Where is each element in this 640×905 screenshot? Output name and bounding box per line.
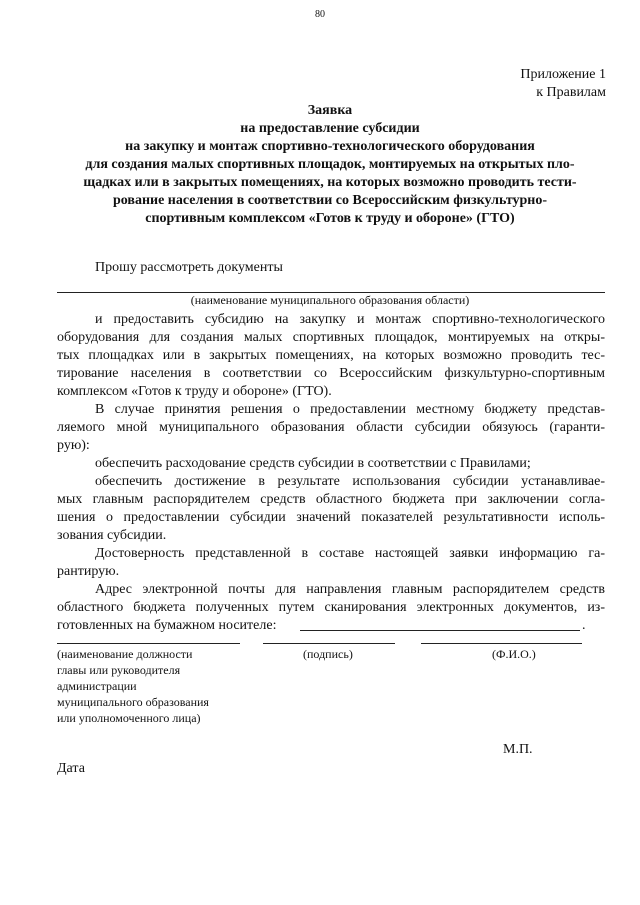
- page-number: 80: [315, 9, 325, 20]
- municipality-caption: (наименование муниципального образования области): [190, 293, 470, 307]
- body-text-line: Достоверность представленной в составе настоящей заявки информацию га-: [95, 546, 605, 561]
- body-text-line: обеспечить достижение в результате использования субсидии устанавливае-: [95, 474, 605, 489]
- body-text-line: шения о предоставлении субсидии значений показателей результативности исполь-: [57, 510, 605, 525]
- body-text-line: Адрес электронной почты для направления главным распорядителем средств: [95, 582, 605, 597]
- form-subtitle-line: на закупку и монтаж спортивно-технологического оборудования: [125, 139, 535, 154]
- signature-caption: (подпись): [303, 647, 353, 661]
- position-caption: (наименование должности: [57, 647, 193, 661]
- appendix-number: Приложение 1: [520, 67, 606, 82]
- form-subtitle-line: на предоставление субсидии: [240, 121, 420, 136]
- form-subtitle-line: щадках или в закрытых помещениях, на которых возможно проводить тести-: [83, 175, 577, 190]
- form-subtitle-line: для создания малых спортивных площадок, монтируемых на открытых пло-: [85, 157, 575, 172]
- body-text-line: и предоставить субсидию на закупку и монтаж спортивно-технологического: [95, 312, 605, 327]
- stamp-label: М.П.: [503, 742, 533, 757]
- full-name-line[interactable]: [421, 643, 582, 644]
- position-signature-line[interactable]: [57, 643, 240, 644]
- email-period: .: [582, 618, 586, 633]
- form-subtitle-line: спортивным комплексом «Готов к труду и обороне» (ГТО): [145, 211, 515, 226]
- appendix-reference: к Правилам: [536, 85, 606, 100]
- body-text-line: ляемого мной муниципального образования области субсидии обязуюсь (гаранти-: [57, 420, 605, 435]
- body-text-line: обеспечить расходование средств субсидии в соответствии с Правилами;: [95, 456, 531, 471]
- body-text-line: оборудования для создания малых спортивных площадок, монтируемых на откры-: [57, 330, 605, 345]
- full-name-caption: (Ф.И.О.): [492, 647, 536, 661]
- body-text-line: готовленных на бумажном носителе:: [57, 618, 277, 633]
- form-subtitle-line: рование населения в соответствии со Всероссийским физкультурно-: [112, 193, 548, 208]
- body-text-line: комплексом «Готов к труду и обороне» (ГТО).: [57, 384, 332, 399]
- body-text-line: тирование населения в соответствии со Всероссийским физкультурно-спортивным: [57, 366, 605, 381]
- body-text-line: областного бюджета полученных путем сканирования электронных документов, из-: [57, 600, 605, 615]
- position-caption: администрации: [57, 679, 137, 693]
- body-text-line: В случае принятия решения о предоставлении местному бюджету представ-: [95, 402, 605, 417]
- body-text-line: тых площадках или в закрытых помещениях, на которых возможно проводить тес-: [57, 348, 605, 363]
- position-caption: главы или руководителя: [57, 663, 181, 677]
- date-label: Дата: [57, 761, 85, 776]
- email-field[interactable]: [300, 630, 580, 631]
- form-title: Заявка: [307, 103, 353, 118]
- body-text-line: зования субсидии.: [57, 528, 167, 543]
- body-text-line: рую):: [57, 438, 90, 453]
- position-caption: или уполномоченного лица): [57, 711, 201, 725]
- position-caption: муниципального образования: [57, 695, 209, 709]
- body-text-line: мых главным распорядителем средств областного бюджета при заключении согла-: [57, 492, 605, 507]
- body-text-line: рантирую.: [57, 564, 120, 579]
- request-text: Прошу рассмотреть документы: [95, 260, 283, 275]
- signature-line[interactable]: [263, 643, 395, 644]
